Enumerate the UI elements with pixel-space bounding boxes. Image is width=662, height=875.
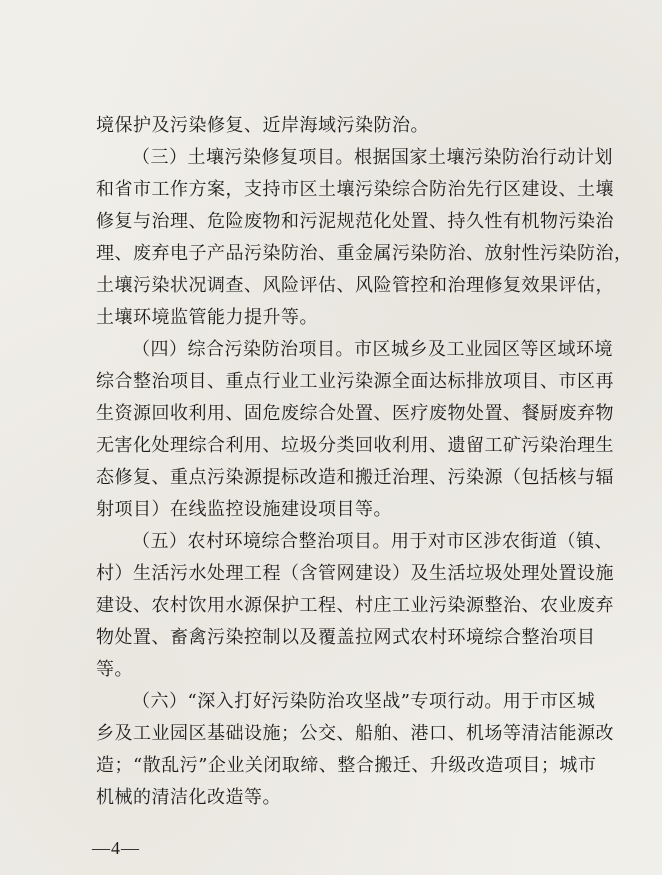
paragraph-line: 和省市工作方案，支持市区土壤污染综合防治先行区建设、土壤 — [96, 179, 614, 200]
paragraph-line: 土壤环境监管能力提升等。 — [96, 307, 318, 328]
paragraph-line: （三）土壤污染修复项目。根据国家土壤污染防治行动计划 — [132, 147, 613, 168]
paragraph-line: 态修复、重点污染源提标改造和搬迁治理、污染源（包括核与辐 — [96, 467, 614, 488]
paragraph-line: 物处置、畜禽污染控制以及覆盖拉网式农村环境综合整治项目 — [96, 627, 596, 648]
paragraph-line: 等。 — [96, 659, 133, 680]
paragraph-line: 无害化处理综合利用、垃圾分类回收利用、遗留工矿污染治理生 — [96, 435, 614, 456]
paragraph-line: 机械的清洁化改造等。 — [96, 787, 281, 808]
paragraph-line: 造；“散乱污”企业关闭取缔、整合搬迁、升级改造项目；城市 — [96, 755, 597, 776]
document-body — [96, 110, 633, 814]
paragraph-line: 综合整治项目、重点行业工业污染源全面达标排放项目、市区再 — [96, 371, 614, 392]
paragraph-line: 乡及工业园区基础设施；公交、船舶、港口、机场等清洁能源改 — [96, 723, 614, 744]
paragraph-line: （六）“深入打好污染防治攻坚战”专项行动。用于市区城 — [132, 691, 596, 712]
page-number: —4— — [92, 838, 140, 858]
paragraph-line: （四）综合污染防治项目。市区城乡及工业园区等区域环境 — [132, 339, 613, 360]
paragraph-line: （五）农村环境综合整治项目。用于对市区涉农街道（镇、 — [132, 531, 613, 552]
paragraph-line: 村）生活污水处理工程（含管网建设）及生活垃圾处理处置设施 — [96, 563, 614, 584]
paragraph-line: 理、废弃电子产品污染防治、重金属污染防治、放射性污染防治， — [96, 243, 633, 264]
paragraph-line: 建设、农村饮用水源保护工程、村庄工业污染源整治、农业废弃 — [96, 595, 614, 616]
paragraph-line: 土壤污染状况调查、风险评估、风险管控和治理修复效果评估， — [96, 275, 614, 296]
paragraph-line: 修复与治理、危险废物和污泥规范化处置、持久性有机物污染治 — [96, 211, 614, 232]
paragraph-line: 射项目）在线监控设施建设项目等。 — [96, 499, 392, 520]
paragraph-line: 生资源回收利用、固危废综合处置、医疗废物处置、餐厨废弃物 — [96, 403, 614, 424]
paragraph-line: 境保护及污染修复、近岸海域污染防治。 — [96, 115, 429, 136]
